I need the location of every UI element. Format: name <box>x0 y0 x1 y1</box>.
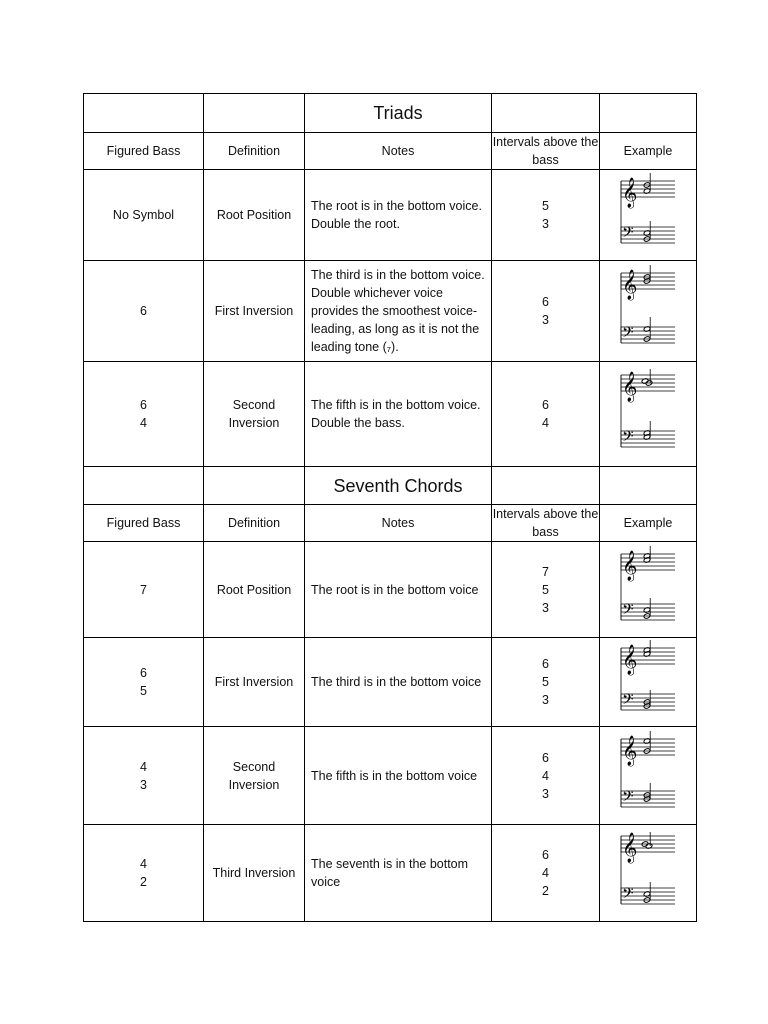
header-definition: Definition <box>204 505 305 542</box>
intervals-cell: 7 5 3 <box>492 542 600 638</box>
intervals-cell: 6 5 3 <box>492 638 600 727</box>
triads-title-row <box>84 94 697 133</box>
svg-text:𝄢: 𝄢 <box>622 600 634 622</box>
notes-cell: The fifth is in the bottom voice. Double the bass. <box>305 362 492 467</box>
intervals-cell: 5 3 <box>492 170 600 261</box>
notes-cell: The root is in the bottom voice. Double the root. <box>305 170 492 261</box>
header-intervals: Intervals above the bass <box>492 505 600 542</box>
header-definition: Definition <box>204 133 305 170</box>
table-row <box>84 362 697 467</box>
table-row <box>84 727 697 825</box>
sevenths-title: Seventh Chords <box>305 467 492 505</box>
definition-cell: Third Inversion <box>204 825 305 922</box>
seventh-root-position-staff-icon <box>617 546 679 634</box>
example-cell <box>600 261 697 362</box>
sevenths-title-row <box>84 467 697 505</box>
notes-cell: The third is in the bottom voice <box>305 638 492 727</box>
sevenths-header-row <box>84 505 697 542</box>
header-example: Example <box>600 505 697 542</box>
notes-cell: The third is in the bottom voice. Double whichever voice provides the smoothest voice-leading, as long as it is not the leading tone (₇). <box>305 261 492 362</box>
figured-bass-cell: 6 4 <box>84 362 204 467</box>
header-notes: Notes <box>305 133 492 170</box>
seventh-second-inversion-staff-icon <box>617 731 679 821</box>
figured-bass-cell: No Symbol <box>84 170 204 261</box>
svg-text:𝄞: 𝄞 <box>622 550 638 581</box>
header-intervals: Intervals above the bass <box>492 133 600 170</box>
definition-cell: Second Inversion <box>204 362 305 467</box>
table-row <box>84 542 697 638</box>
intervals-cell: 6 4 3 <box>492 727 600 825</box>
table-row <box>84 170 697 261</box>
svg-text:𝄢: 𝄢 <box>622 787 634 809</box>
svg-text:𝄞: 𝄞 <box>622 833 638 863</box>
header-figured-bass: Figured Bass <box>84 133 204 170</box>
triads-header-row <box>84 133 697 170</box>
figured-bass-cell: 6 5 <box>84 638 204 727</box>
figured-bass-cell: 6 <box>84 261 204 362</box>
header-example: Example <box>600 133 697 170</box>
notes-cell: The seventh is in the bottom voice <box>305 825 492 922</box>
figured-bass-cell: 4 3 <box>84 727 204 825</box>
svg-text:𝄢: 𝄢 <box>622 324 634 345</box>
triads-title: Triads <box>305 94 492 133</box>
example-cell <box>600 638 697 727</box>
figured-bass-cell: 4 2 <box>84 825 204 922</box>
intervals-cell: 6 4 2 <box>492 825 600 922</box>
example-cell <box>600 542 697 638</box>
table-row <box>84 261 697 362</box>
triad-root-position-staff-icon <box>617 173 679 257</box>
definition-cell: Root Position <box>204 542 305 638</box>
definition-cell: First Inversion <box>204 261 305 362</box>
definition-cell: First Inversion <box>204 638 305 727</box>
example-cell <box>600 170 697 261</box>
notes-cell: The fifth is in the bottom voice <box>305 727 492 825</box>
table-row <box>84 638 697 727</box>
svg-text:𝄞: 𝄞 <box>622 270 638 300</box>
svg-text:𝄞: 𝄞 <box>622 735 638 766</box>
svg-text:𝄢: 𝄢 <box>622 224 634 245</box>
intervals-cell: 6 4 <box>492 362 600 467</box>
seventh-first-inversion-staff-icon <box>617 640 679 724</box>
table-row <box>84 825 697 922</box>
svg-text:𝄞: 𝄞 <box>622 645 638 675</box>
svg-text:𝄞: 𝄞 <box>622 372 638 402</box>
definition-cell: Root Position <box>204 170 305 261</box>
figured-bass-cell: 7 <box>84 542 204 638</box>
example-cell <box>600 727 697 825</box>
definition-cell: Second Inversion <box>204 727 305 825</box>
header-notes: Notes <box>305 505 492 542</box>
triad-second-inversion-staff-icon <box>617 367 679 461</box>
svg-text:𝄢: 𝄢 <box>622 885 634 906</box>
chord-table <box>83 93 697 922</box>
intervals-cell: 6 3 <box>492 261 600 362</box>
svg-text:𝄢: 𝄢 <box>622 428 634 449</box>
svg-text:𝄞: 𝄞 <box>622 178 638 208</box>
svg-text:𝄢: 𝄢 <box>622 691 634 712</box>
notes-cell: The root is in the bottom voice <box>305 542 492 638</box>
triad-first-inversion-staff-icon <box>617 265 679 357</box>
header-figured-bass: Figured Bass <box>84 505 204 542</box>
seventh-third-inversion-staff-icon <box>617 828 679 918</box>
example-cell <box>600 825 697 922</box>
example-cell <box>600 362 697 467</box>
